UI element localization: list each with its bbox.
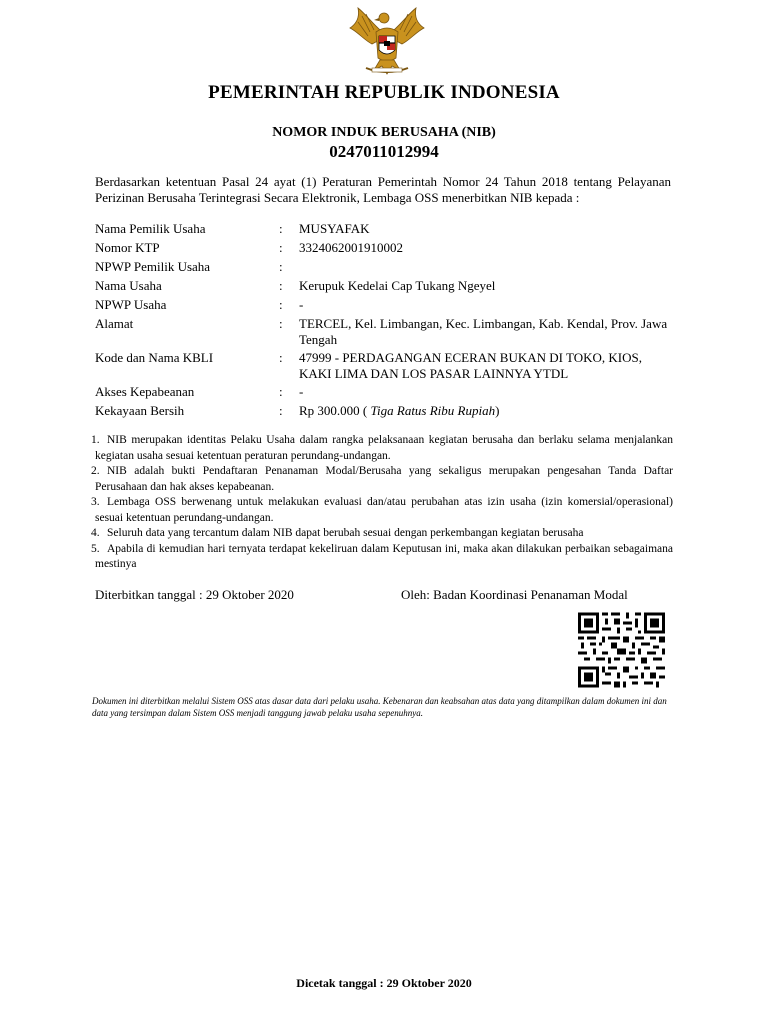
note-number: 3. — [91, 496, 100, 508]
printed-date: Dicetak tanggal : 29 Oktober 2020 — [296, 976, 472, 990]
issued-by: Oleh: Badan Koordinasi Penanaman Modal — [401, 587, 628, 602]
field-colon: : — [279, 350, 283, 365]
note-number: 1. — [91, 434, 100, 446]
field-row-owner-npwp — [95, 259, 675, 278]
field-label: Akses Kepabeanan — [95, 384, 195, 399]
field-colon: : — [279, 240, 283, 255]
note-item — [91, 542, 673, 573]
field-row-ktp — [95, 240, 675, 259]
field-value — [299, 259, 675, 275]
field-colon: : — [279, 403, 283, 418]
field-label: Nama Pemilik Usaha — [95, 221, 206, 236]
note-text: Apabila di kemudian hari ternyata terdapat kekeliruan dalam Keputusan ini, maka akan dilakukan perbaikan sebagaimana mestinya — [95, 542, 673, 570]
note-item — [91, 495, 673, 526]
government-title: PEMERINTAH REPUBLIK INDONESIA — [208, 82, 560, 103]
field-value: 47999 - PERDAGANGAN ECERAN BUKAN DI TOKO, KIOS, KAKI LIMA DAN LOS PASAR LAINNYA YTDL — [299, 350, 642, 381]
issued-date: Diterbitkan tanggal : 29 Oktober 2020 — [95, 587, 294, 602]
field-row-customs-access — [95, 384, 675, 403]
note-text: NIB adalah bukti Pendaftaran Penanaman Modal/Berusaha yang sekaligus merupakan pengesahan Tanda Daftar Perusahaan dan hak akses kepabeanan. — [95, 465, 673, 493]
field-value: Kerupuk Kedelai Cap Tukang Ngeyel — [299, 278, 496, 293]
nib-number: 0247011012994 — [329, 142, 439, 161]
qr-code-icon — [578, 612, 665, 688]
field-label: Kekayaan Bersih — [95, 403, 185, 418]
intro-paragraph: Berdasarkan ketentuan Pasal 24 ayat (1) Peraturan Pemerintah Nomor 24 Tahun 2018 tentang Pelayanan Perizinan Berusaha Terintegrasi Secara Elektronik, Lembaga OSS menerbitkan NIB kepada : — [95, 174, 671, 205]
field-colon: : — [279, 384, 283, 399]
field-label: Kode dan Nama KBLI — [95, 350, 214, 365]
note-text: NIB merupakan identitas Pelaku Usaha dalam rangka pelaksanaan kegiatan berusaha dan berlaku selama menjalankan kegiatan usaha sesuai ketentuan peraturan perundang-undangan. — [95, 434, 673, 462]
garuda-emblem-icon — [344, 6, 430, 78]
field-colon: : — [279, 259, 283, 274]
field-row-business-name — [95, 278, 675, 297]
notes-list — [91, 433, 673, 573]
net-worth-amount: Rp 300.000 ( — [299, 403, 368, 418]
field-value: 3324062001910002 — [299, 240, 403, 255]
field-label: Nama Usaha — [95, 278, 162, 293]
disclaimer-text: Dokumen ini diterbitkan melalui Sistem OSS atas dasar data dari pelaku usaha. Kebenaran dan keabsahan atas data yang ditampilkan dalam dokumen ini dan data yang tersimpan dalam Sistem OSS menjadi tanggung jawab pelaku usaha sepenuhnya. — [92, 696, 667, 718]
note-item — [91, 433, 673, 464]
field-value: MUSYAFAK — [299, 221, 370, 236]
registrant-fields — [95, 221, 675, 422]
field-row-owner-name — [95, 221, 675, 240]
note-item — [91, 464, 673, 495]
note-item — [91, 526, 673, 542]
field-label: Alamat — [95, 316, 134, 331]
field-row-kbli — [95, 350, 675, 384]
field-value: - — [299, 297, 304, 312]
field-label: NPWP Pemilik Usaha — [95, 259, 211, 274]
field-colon: : — [279, 316, 283, 331]
note-number: 4. — [91, 527, 100, 539]
field-value: - — [299, 384, 304, 399]
note-text: Lembaga OSS berwenang untuk melakukan evaluasi dan/atau perubahan atas izin usaha (izin komersial/operasional) sesuai ketentuan perundang-undangan. — [95, 496, 673, 524]
field-row-net-worth — [95, 403, 675, 422]
note-number: 5. — [91, 542, 100, 555]
document-type-title: NOMOR INDUK BERUSAHA (NIB) — [272, 125, 496, 140]
field-colon: : — [279, 221, 283, 236]
field-row-business-npwp — [95, 297, 675, 316]
net-worth-suffix: ) — [495, 403, 500, 418]
field-label: Nomor KTP — [95, 240, 160, 255]
field-value — [299, 403, 675, 419]
field-colon: : — [279, 297, 283, 312]
field-colon: : — [279, 278, 283, 293]
field-label: NPWP Usaha — [95, 297, 167, 312]
net-worth-words: Tiga Ratus Ribu Rupiah — [370, 403, 496, 418]
note-text: Seluruh data yang tercantum dalam NIB dapat berubah sesuai dengan perkembangan kegiatan berusaha — [107, 527, 584, 539]
note-number: 2. — [91, 465, 100, 477]
field-row-address — [95, 316, 675, 350]
field-value: TERCEL, Kel. Limbangan, Kec. Limbangan, Kab. Kendal, Prov. Jawa Tengah — [299, 316, 668, 347]
